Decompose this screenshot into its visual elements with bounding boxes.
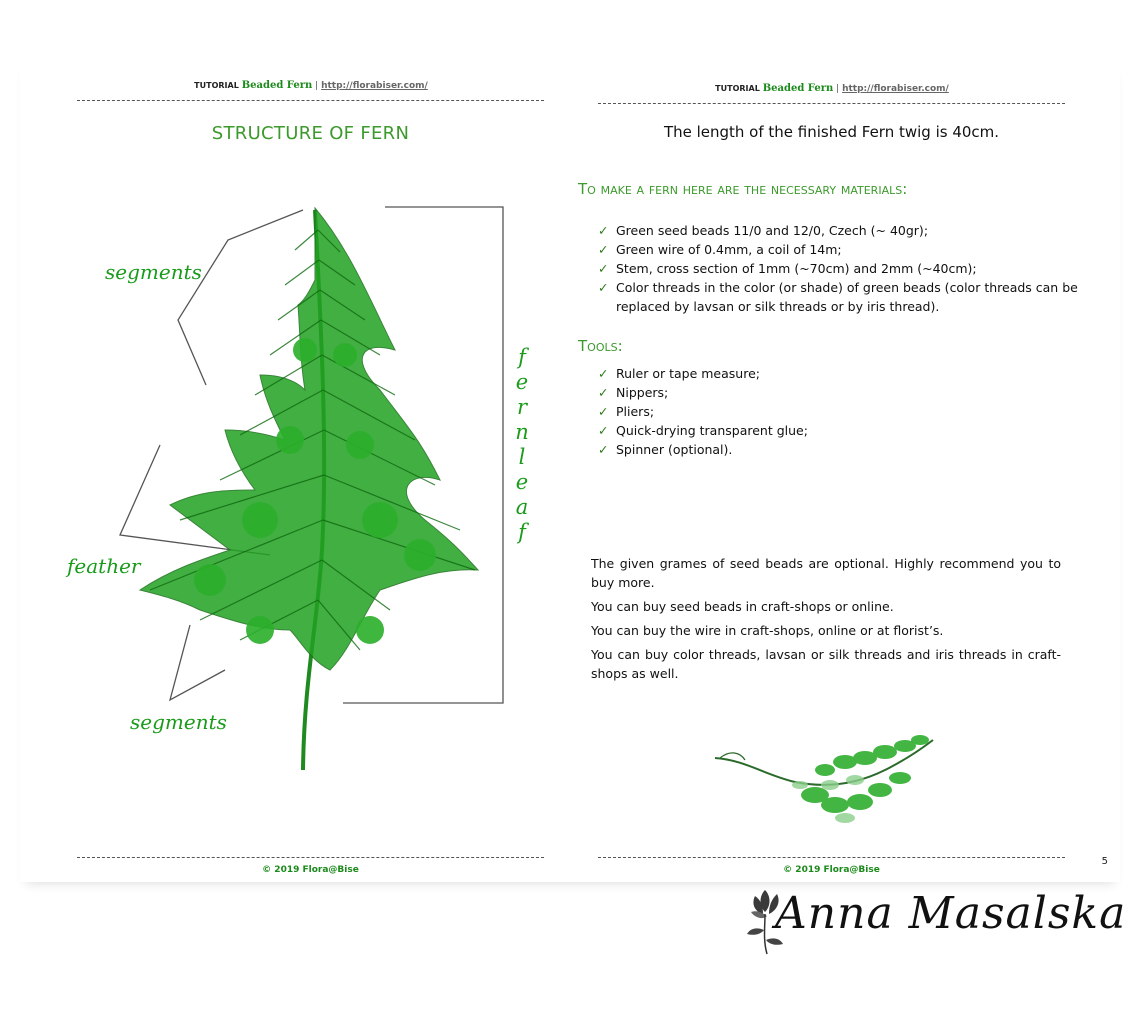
materials-heading: To make a fern here are the necessary materials: <box>578 180 908 198</box>
footer-rule <box>598 857 1065 858</box>
label-segments-bottom: segments <box>130 710 227 734</box>
structure-title: STRUCTURE OF FERN <box>211 123 410 144</box>
tutorial-spread <box>20 60 1120 882</box>
label-fern-leaf <box>512 345 532 545</box>
tools-list <box>598 364 1078 459</box>
check-icon: ✓ <box>598 423 609 438</box>
page-footer: © 2019 Flora@Bise <box>262 865 359 875</box>
list-item: ✓ Quick-drying transparent glue; <box>598 423 808 438</box>
check-icon: ✓ <box>598 404 609 419</box>
note-paragraph: You can buy color threads, lavsan or silk threads and iris threads in craft-shops as well. <box>591 647 1061 681</box>
tutorial-label: TUTORIAL <box>715 84 760 93</box>
list-item: ✓ Green seed beads 11/0 and 12/0, Czech (~ 40gr); <box>598 223 929 238</box>
brand-signature <box>745 882 1127 962</box>
note-paragraph: You can buy seed beads in craft-shops or online. <box>591 599 894 614</box>
website-link[interactable]: http://florabiser.com/ <box>842 84 949 94</box>
label-segments-top: segments <box>105 260 202 284</box>
header-rule <box>77 100 544 101</box>
page-number: 5 <box>1101 856 1108 867</box>
label-feather: feather <box>67 554 141 578</box>
list-item: ✓ Green wire of 0.4mm, a coil of 14m; <box>598 242 842 257</box>
fern-leaf-letter: e <box>515 370 529 394</box>
materials-list <box>598 221 1078 316</box>
check-icon: ✓ <box>598 280 609 295</box>
fern-leaf-letter: f <box>518 345 526 369</box>
footer-rule <box>77 857 544 858</box>
tutorial-title: Beaded Fern <box>762 83 834 94</box>
note-paragraph: You can buy the wire in craft-shops, online or at florist’s. <box>591 623 944 638</box>
list-item: ✓ Stem, cross section of 1mm (~70cm) and 2mm (~40cm); <box>598 261 977 276</box>
check-icon: ✓ <box>598 242 609 257</box>
list-item: ✓ Ruler or tape measure; <box>598 366 760 381</box>
fern-length-intro: The length of the finished Fern twig is 40cm. <box>663 123 1000 141</box>
page-header <box>598 83 1066 94</box>
list-item: ✓ Spinner (optional). <box>598 442 733 457</box>
check-icon: ✓ <box>598 366 609 381</box>
header-separator: | <box>836 84 840 94</box>
notes-block <box>591 554 1061 688</box>
tools-heading: Tools: <box>578 337 623 355</box>
list-item: ✓ Color threads in the color (or shade) of green beads (color threads can be replaced by lavsan or silk threads or by iris thread). <box>598 280 1078 314</box>
list-item: ✓ Pliers; <box>598 404 655 419</box>
list-item: ✓ Nippers; <box>598 385 669 400</box>
fern-leaf-letter: n <box>515 420 529 444</box>
check-icon: ✓ <box>598 261 609 276</box>
brand-name: Anna Masalska <box>775 888 1127 939</box>
fern-leaf-letter: l <box>518 445 526 469</box>
right-page <box>565 60 1120 882</box>
note-paragraph: The given grames of seed beads are optional. Highly recommend you to buy more. <box>591 556 1061 590</box>
page-header <box>77 80 545 91</box>
fern-leaf-letter: r <box>516 395 528 419</box>
page-footer: © 2019 Flora@Bise <box>783 865 880 875</box>
header-separator: | <box>315 81 319 91</box>
left-page <box>20 60 565 882</box>
fern-sprig-decoration <box>705 730 945 840</box>
fern-leaf-letter: e <box>515 470 529 494</box>
check-icon: ✓ <box>598 442 609 457</box>
fern-leaf-letter: f <box>518 520 526 544</box>
check-icon: ✓ <box>598 223 609 238</box>
check-icon: ✓ <box>598 385 609 400</box>
header-rule <box>598 103 1065 104</box>
tutorial-label: TUTORIAL <box>194 81 239 90</box>
tutorial-title: Beaded Fern <box>241 80 313 91</box>
website-link[interactable]: http://florabiser.com/ <box>321 81 428 91</box>
fern-leaf-letter: a <box>515 495 529 519</box>
